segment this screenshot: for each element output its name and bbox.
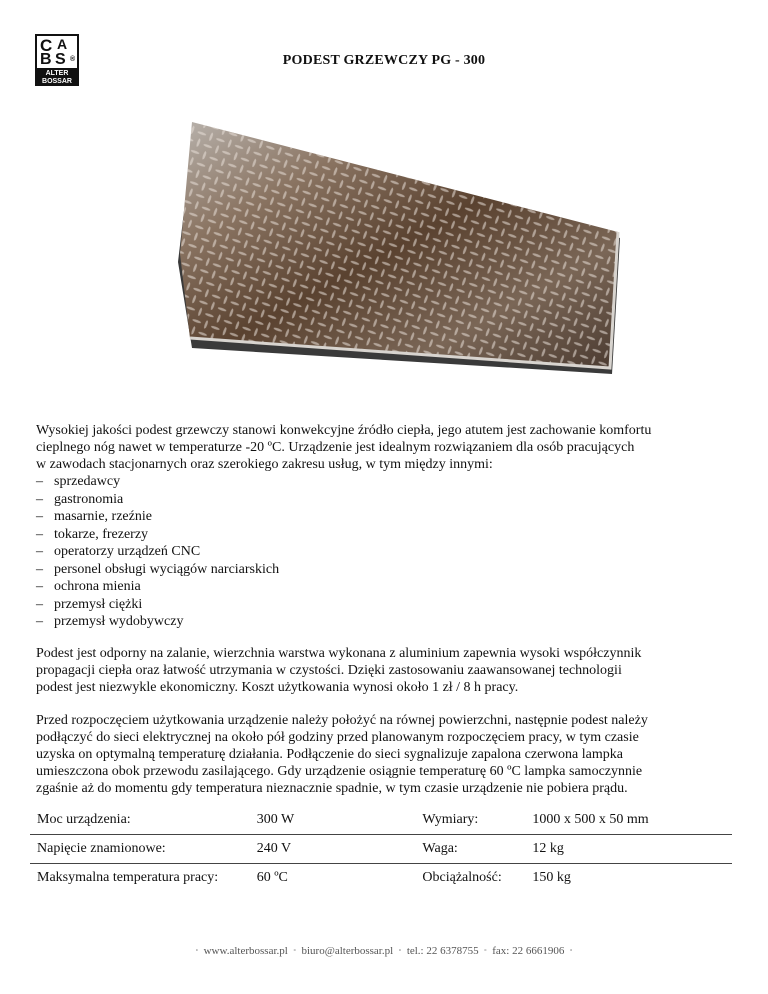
list-item xyxy=(36,543,736,561)
list-item xyxy=(36,578,736,596)
dash-marker: – xyxy=(36,561,43,577)
plate-tread-pattern xyxy=(180,122,618,368)
contact-footer xyxy=(0,945,768,957)
product-image xyxy=(172,112,620,374)
logo-text-bossar: BOSSAR xyxy=(42,78,72,85)
website-link[interactable]: www.alterbossar.pl xyxy=(203,945,288,957)
list-item xyxy=(36,561,736,579)
paragraph-line: zgaśnie aż do momentu gdy temperatura nieznacznie spadnie, w tym czasie urządzenie nie pobiera prądu. xyxy=(36,781,628,796)
dash-marker: – xyxy=(36,614,43,629)
application-list xyxy=(36,473,736,631)
spec-label: Napięcie znamionowe: xyxy=(30,835,257,864)
intro-line: Wysokiej jakości podest grzewczy stanowi konwekcyjne źródło ciepła, jego atutem jest zachowanie komfortu xyxy=(36,423,652,438)
list-item-text: sprzedawcy xyxy=(54,474,121,489)
list-item-text: operatorzy urządzeń CNC xyxy=(54,544,201,559)
dash-marker: – xyxy=(36,526,43,542)
spec-label: Maksymalna temperatura pracy: xyxy=(37,870,219,885)
paragraph-line: propagacji ciepła oraz łatwość utrzymania w czystości. Dzięki zastosowaniu zaawansowanej technologii xyxy=(36,663,622,678)
spec-label: Wymiary: xyxy=(422,806,532,835)
dash-marker: – xyxy=(36,579,43,594)
email-link[interactable]: biuro@alterbossar.pl xyxy=(301,945,394,957)
spec-label: Moc urządzenia: xyxy=(30,806,257,835)
dash-marker: – xyxy=(36,474,43,489)
logo-letter-a: A xyxy=(57,36,68,52)
spec-value: 60 ºC xyxy=(256,870,288,885)
phone-number: tel.: 22 6378755 xyxy=(406,945,479,957)
footer-separator: ▫ xyxy=(195,948,198,955)
logo-letter-c: C xyxy=(40,36,53,55)
list-item xyxy=(36,526,736,544)
table-row xyxy=(30,864,732,893)
paragraph-line: Podest jest odporny na zalanie, wierzchnia warstwa wykonana z aluminium zapewnia wysoki współczynnik xyxy=(36,646,642,661)
spec-label: Obciążalność: xyxy=(422,870,502,885)
list-item-text: ochrona mienia xyxy=(54,579,141,594)
spec-value: 240 V xyxy=(257,835,423,864)
footer-separator: ▫ xyxy=(293,948,296,955)
footer-separator: ▫ xyxy=(484,948,487,955)
paragraph-line: Przed rozpoczęciem użytkowania urządzenie należy położyć na równej powierzchni, następnie podest należy xyxy=(36,713,648,728)
list-item-text: tokarze, frezerzy xyxy=(54,526,149,542)
dash-marker: – xyxy=(36,596,43,612)
list-item-text: przemysł wydobywczy xyxy=(54,614,184,629)
paragraph-line: umieszczona obok przewodu zasilającego. Gdy urządzenie osiągnie temperaturę 60 ºC lampka samoczynnie xyxy=(36,764,643,779)
spec-value: 300 W xyxy=(257,806,423,835)
specifications-table xyxy=(30,806,732,892)
list-item xyxy=(36,473,736,491)
intro-line: w zawodach stacjonarnych oraz szerokiego zakresu usług, w tym między innymi: xyxy=(36,457,493,472)
list-item xyxy=(36,613,736,631)
dash-marker: – xyxy=(36,491,43,507)
paragraph-line: podest jest niezwykle ekonomiczny. Koszt użytkowania wynosi około 1 zł / 8 h pracy. xyxy=(36,680,519,695)
list-item xyxy=(36,508,736,526)
table-row xyxy=(30,835,732,864)
footer-separator: ▫ xyxy=(398,948,402,955)
fax-number: fax: 22 6661906 xyxy=(492,945,565,957)
list-item xyxy=(36,596,736,614)
list-item-text: gastronomia xyxy=(54,491,124,507)
paragraph-line: podłączyć do sieci elektrycznej na około pół godziny przed planowanym rozpoczęciem pracy, w tym czasie xyxy=(36,730,639,745)
spec-value: 150 kg xyxy=(532,870,571,885)
spec-label: Waga: xyxy=(422,835,532,864)
dash-marker: – xyxy=(36,509,43,524)
spec-value: 12 kg xyxy=(532,835,732,864)
table-row xyxy=(30,806,732,835)
logo-letter-s: S xyxy=(55,51,66,68)
logo-text-alter: ALTER xyxy=(45,70,69,77)
durability-paragraph xyxy=(36,645,736,696)
intro-section xyxy=(36,422,736,631)
list-item-text: masarnie, rzeźnie xyxy=(54,509,152,524)
list-item xyxy=(36,491,736,509)
footer-separator: ▫ xyxy=(570,948,573,955)
dash-marker: – xyxy=(36,544,43,559)
registered-mark: ® xyxy=(70,56,76,63)
logo-letter-b: B xyxy=(40,51,52,68)
logo-wordmark xyxy=(35,70,79,86)
page-title: PODEST GRZEWCZY PG - 300 xyxy=(282,53,486,68)
spec-value: 1000 x 500 x 50 mm xyxy=(532,806,732,835)
list-item-text: przemysł ciężki xyxy=(54,596,143,612)
intro-line: cieplnego nóg nawet w temperaturze -20 ºC. Urządzenie jest idealnym rozwiązaniem dla osób pracujących xyxy=(36,440,635,455)
paragraph-line: uzyska on optymalną temperaturę działania. Podłączenie do sieci sygnalizuje zapalona czerwona lampka xyxy=(36,747,623,762)
list-item-text: personel obsługi wyciągów narciarskich xyxy=(54,561,280,577)
usage-paragraph xyxy=(36,712,736,797)
